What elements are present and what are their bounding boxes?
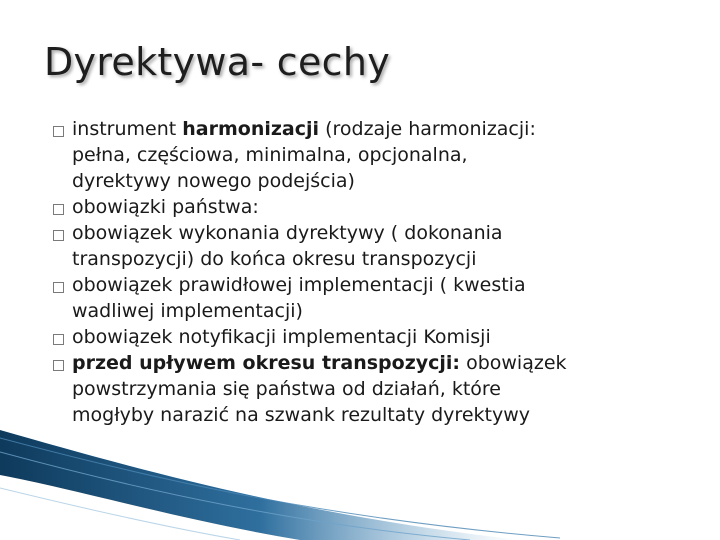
bullet-text [72,194,690,220]
bullet-text [72,116,690,194]
bullet-line [72,402,690,428]
wave-line-2 [0,452,470,540]
text-segment: powstrzymania się państwa od działań, które [72,378,501,400]
square-bullet-icon [53,230,64,241]
bullet-item [50,324,690,350]
bullet-line [72,298,690,324]
wave-line-3 [0,488,240,540]
bold-text-segment: harmonizacji [182,118,320,140]
text-segment: obowiązek prawidłowej implementacji ( kwestia [72,274,526,296]
text-segment: wadliwej implementacji) [72,300,303,322]
wave-band-dark [0,430,520,540]
bullet-line [72,246,690,272]
bullet-line [72,142,690,168]
square-bullet-icon [53,282,64,293]
text-segment: obowiązek wykonania dyrektywy ( dokonania [72,222,503,244]
corner-wave-decoration [0,430,720,540]
square-bullet-icon [53,204,64,215]
square-bullet-icon [53,360,64,371]
bullet-text [72,220,690,272]
bullet-text [72,324,690,350]
text-segment: obowiązek notyfikacji implementacji Komisji [72,326,491,348]
square-bullet-icon [53,126,64,137]
square-bullet-icon [53,334,64,345]
bullet-line [72,168,690,194]
bullet-line [72,324,690,350]
text-segment: instrument [72,118,183,140]
text-segment: mogłyby narazić na szwank rezultaty dyrektywy [72,404,530,426]
bullet-item [50,116,690,194]
bullet-line [72,194,690,220]
bullet-line [72,220,690,246]
bullet-text [72,350,690,428]
bullet-item [50,350,690,428]
bullet-item [50,220,690,272]
wave-line-1 [0,438,560,538]
bullet-line [72,350,690,376]
bullet-list [50,116,690,428]
bullet-line [72,376,690,402]
bullet-item [50,194,690,220]
text-segment: dyrektywy nowego podejścia) [72,170,355,192]
bold-text-segment: przed upływem okresu transpozycji: [72,352,461,374]
text-segment: pełna, częściowa, minimalna, opcjonalna, [72,144,468,166]
bullet-text [72,272,690,324]
bullet-item [50,272,690,324]
text-segment: transpozycji) do końca okresu transpozycji [72,248,477,270]
text-segment: obowiązki państwa: [72,196,259,218]
slide-title: Dyrektywa- cechy [44,40,391,84]
bullet-line [72,272,690,298]
text-segment: obowiązek [460,352,567,374]
text-segment: (rodzaje harmonizacji: [319,118,536,140]
bullet-line [72,116,690,142]
